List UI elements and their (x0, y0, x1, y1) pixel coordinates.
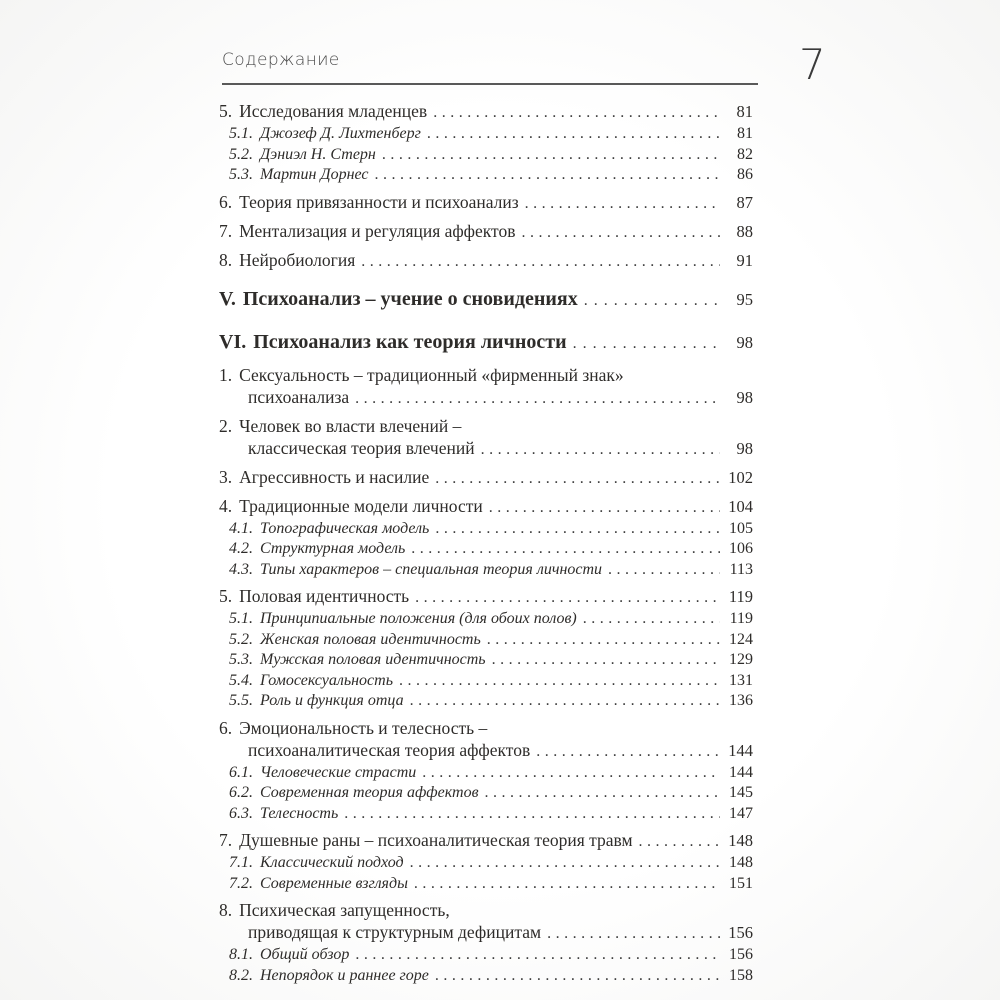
toc-entry-title: Мужская половая идентичность (260, 651, 486, 668)
toc-entry-row (219, 100, 753, 124)
toc-entry-title: Женская половая идентичность (260, 630, 481, 648)
dot-leader (433, 100, 720, 124)
toc-entry-title: Исследования младенцев (239, 101, 428, 121)
toc-entry-number: VI. (219, 330, 247, 353)
toc-entry-page: 98 (736, 332, 753, 352)
toc-entry-title: Структурная модель (260, 540, 406, 557)
dot-leader (525, 191, 720, 215)
toc-entry-title: Современная теория аффектов (260, 784, 479, 801)
toc-entry-page: 86 (737, 166, 753, 183)
toc-entry-page: 113 (729, 560, 753, 578)
toc-entry-page: 131 (729, 671, 753, 689)
toc-entry-page: 147 (729, 804, 753, 822)
toc-entry-page: 105 (729, 519, 753, 537)
dot-leader (608, 560, 720, 581)
dot-leader (410, 853, 720, 874)
toc-entry-number: 5.3. (229, 166, 253, 183)
dot-leader (355, 945, 720, 966)
toc-entry-row (219, 899, 753, 921)
toc-entry-title: психоаналитическая теория аффектов (248, 739, 531, 760)
toc-entry-title: Психическая запущенность, (239, 900, 450, 920)
dot-leader (427, 124, 720, 145)
toc-entry-number: 3. (219, 466, 233, 487)
toc-entry-page: 81 (737, 125, 753, 142)
toc-entry-number: 5.2. (229, 145, 253, 163)
toc-entry-page: 82 (737, 145, 753, 163)
toc-entry-row (219, 783, 753, 804)
toc-entry-row (219, 364, 753, 386)
dot-leader (639, 829, 720, 853)
toc-entry-page: 119 (728, 587, 753, 606)
toc-entry-title: Топографическая модель (260, 519, 430, 537)
toc-list (219, 100, 753, 986)
toc-entry-page: 144 (729, 763, 753, 781)
toc-entry-number: 8.1. (229, 946, 253, 963)
toc-entry-page: 151 (729, 874, 753, 892)
toc-entry-number: 4.2. (229, 540, 253, 557)
toc-entry-title: Мартин Дорнес (260, 166, 369, 183)
toc-entry-row (219, 874, 753, 895)
dot-leader (481, 437, 720, 461)
toc-entry-title: Телесность (260, 804, 339, 822)
toc-entry-page: 148 (729, 854, 753, 871)
toc-entry-row (219, 671, 753, 692)
toc-entry-row (219, 921, 753, 945)
toc-entry-title: Современные взгляды (260, 874, 408, 892)
toc-entry-row (219, 495, 753, 519)
toc-entry-title: Дэниэл Н. Стерн (260, 145, 376, 163)
toc-entry-row (219, 585, 753, 609)
toc-entry-row (219, 650, 753, 671)
toc-entry-row (219, 124, 753, 145)
running-head: Содержание (222, 50, 340, 70)
toc-entry-title: Психоанализ как теория личности (253, 330, 567, 353)
toc-entry-page: 87 (736, 192, 753, 212)
dot-leader (399, 671, 720, 692)
toc-entry-title: Эмоциональность и телесность – (239, 717, 488, 738)
toc-entry-number: 6.2. (229, 784, 253, 801)
toc-entry-row (219, 386, 753, 410)
toc-entry-number: 6.1. (229, 763, 253, 781)
toc-entry-title: Принципиальные положения (для обоих полов) (260, 610, 577, 627)
toc-entry-title: Агрессивность и насилие (239, 466, 430, 487)
toc-entry-page: 98 (736, 438, 753, 458)
toc-entry-row (219, 327, 753, 359)
toc-entry-page: 129 (729, 651, 753, 668)
dot-leader (573, 327, 720, 359)
toc-entry-title: Роль и функция отца (260, 692, 404, 709)
toc-entry-row (219, 966, 753, 987)
toc-entry-number: 7.1. (229, 854, 253, 871)
toc-entry-row (219, 945, 753, 966)
toc-entry-row (219, 284, 753, 316)
dot-leader (435, 466, 720, 490)
dot-leader (487, 630, 720, 651)
toc-entry-title: Ментализация и регуляция аффектов (239, 220, 516, 241)
dot-leader (521, 220, 720, 244)
toc-entry-number: 6. (219, 191, 233, 212)
toc-entry-page: 95 (736, 289, 753, 309)
dot-leader (584, 284, 720, 316)
dot-leader (583, 609, 720, 630)
toc-entry-page: 119 (729, 610, 753, 627)
toc-entry-row (219, 630, 753, 651)
dot-leader (382, 145, 720, 166)
toc-entry-row (219, 539, 753, 560)
toc-entry-title: приводящая к структурным дефицитам (248, 922, 542, 942)
toc-entry-title: Общий обзор (260, 946, 350, 963)
toc-entry-number: 4.3. (229, 560, 253, 578)
toc-entry-page: 98 (736, 387, 753, 407)
toc-entry-row (219, 415, 753, 437)
toc-entry-title: Теория привязанности и психоанализ (239, 191, 519, 212)
dot-leader (536, 739, 720, 763)
toc-entry-page: 102 (728, 467, 753, 487)
header-rule (222, 83, 758, 85)
toc-entry-number: 5.2. (229, 630, 253, 648)
dot-leader (492, 650, 720, 671)
toc-entry-row (219, 249, 753, 273)
toc-entry-number: 1. (219, 364, 233, 385)
toc-entry-page: 81 (736, 102, 753, 121)
toc-entry-number: 2. (219, 415, 233, 436)
toc-entry-row (219, 519, 753, 540)
toc-entry-title: Гомосексуальность (260, 671, 393, 689)
dot-leader (361, 249, 720, 273)
toc-entry-page: 104 (728, 496, 753, 516)
toc-entry-row (219, 853, 753, 874)
toc-entry-page: 156 (729, 946, 753, 963)
toc-entry-number: 8.2. (229, 966, 253, 984)
toc-entry-number: 7. (219, 220, 233, 241)
toc-entry-title: Нейробиология (239, 249, 356, 270)
toc-entry-number: 4. (219, 495, 233, 516)
toc-entry-title: Половая идентичность (239, 586, 410, 606)
dot-leader (411, 539, 720, 560)
toc-entry-number: 7. (219, 830, 233, 850)
toc-entry-title: психоанализа (248, 386, 350, 407)
toc-entry-row (219, 165, 753, 186)
toc-entry-row (219, 191, 753, 215)
toc-entry-title: Непорядок и раннее горе (260, 966, 429, 984)
toc-entry-number: 5. (219, 101, 233, 121)
toc-entry-number: 8. (219, 900, 233, 920)
toc-entry-number: 4.1. (229, 519, 253, 537)
toc-entry-row (219, 829, 753, 853)
dot-leader (375, 165, 721, 186)
toc-entry-number: 5. (219, 586, 233, 606)
toc-entry-number: 6.3. (229, 804, 253, 822)
toc-entry-title: Традиционные модели личности (239, 495, 483, 516)
toc-entry-page: 158 (729, 966, 753, 984)
toc-entry-page: 91 (736, 250, 753, 270)
toc-entry-row (219, 763, 753, 784)
toc-entry-page: 88 (736, 221, 753, 241)
toc-entry-page: 144 (728, 740, 753, 760)
toc-entry-number: 8. (219, 249, 233, 270)
toc-entry-title: Человек во власти влечений – (239, 415, 462, 436)
toc-entry-row (219, 145, 753, 166)
toc-entry-number: 5.4. (229, 671, 253, 689)
dot-leader (415, 585, 720, 609)
toc-entry-row (219, 466, 753, 490)
toc-entry-number: 5.1. (229, 610, 253, 627)
dot-leader (485, 783, 720, 804)
dot-leader (355, 386, 720, 410)
toc-entry-row (219, 739, 753, 763)
toc-entry-title: Сексуальность – традиционный «фирменный знак» (239, 364, 624, 385)
toc-entry-title: Душевные раны – психоаналитическая теория травм (239, 830, 633, 850)
toc-entry-title: классическая теория влечений (248, 437, 475, 458)
toc-entry-row (219, 220, 753, 244)
toc-entry-row (219, 560, 753, 581)
toc-entry-page: 106 (729, 540, 753, 557)
toc-entry-row (219, 717, 753, 739)
toc-entry-number: 5.5. (229, 692, 253, 709)
toc-entry-number: 5.1. (229, 125, 253, 142)
toc-entry-title: Джозеф Д. Лихтенберг (260, 125, 421, 142)
toc-entry-number: V. (219, 287, 236, 310)
dot-leader (435, 519, 720, 540)
toc-entry-row (219, 437, 753, 461)
dot-leader (414, 874, 720, 895)
dot-leader (422, 763, 720, 784)
toc-entry-number: 5.3. (229, 651, 253, 668)
dot-leader (410, 691, 720, 712)
toc-entry-row (219, 691, 753, 712)
toc-entry-row (219, 804, 753, 825)
toc-entry-title: Типы характеров – специальная теория личности (260, 560, 603, 578)
toc-entry-page: 148 (728, 831, 753, 850)
dot-leader (344, 804, 720, 825)
toc-entry-title: Психоанализ – учение о сновидениях (242, 287, 578, 310)
dot-leader (435, 966, 720, 987)
toc-entry-page: 156 (728, 923, 753, 942)
toc-entry-title: Классический подход (260, 854, 404, 871)
dot-leader (547, 921, 720, 945)
dot-leader (489, 495, 720, 519)
page-number: 7 (799, 40, 826, 89)
toc-entry-number: 7.2. (229, 874, 253, 892)
toc-entry-page: 136 (729, 692, 753, 709)
toc-entry-page: 145 (729, 784, 753, 801)
toc-entry-number: 6. (219, 717, 233, 738)
toc-entry-row (219, 609, 753, 630)
toc-entry-title: Человеческие страсти (260, 763, 417, 781)
toc-entry-page: 124 (729, 630, 753, 648)
